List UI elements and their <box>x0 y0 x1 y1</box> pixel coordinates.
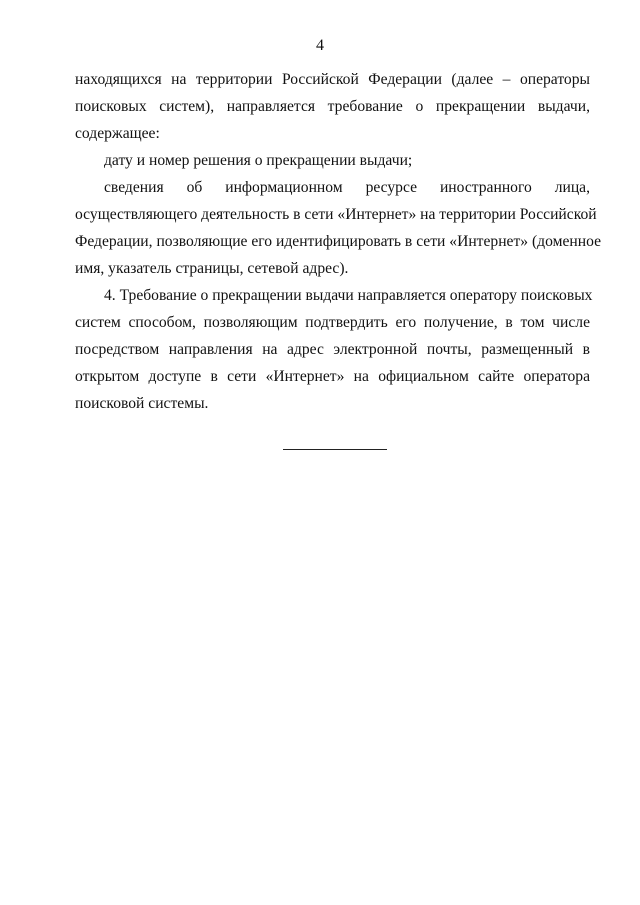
text-line: открытом доступе в сети «Интернет» на официальном сайте оператора <box>75 368 590 385</box>
text-line: Федерации, позволяющие его идентифицировать в сети «Интернет» (доменное <box>75 233 602 250</box>
closing-divider-line <box>283 449 387 450</box>
paragraph-continuation <box>75 66 590 147</box>
text-line: сведения об информационном ресурсе иностранного лица, <box>104 179 590 196</box>
paragraph-item-4 <box>75 282 593 417</box>
text-line: систем способом, позволяющим подтвердить его получение, в том числе <box>75 314 590 331</box>
text-line: поисковой системы. <box>75 395 209 412</box>
text-line: имя, указатель страницы, сетевой адрес). <box>75 260 349 277</box>
paragraph-resource-info <box>75 174 602 282</box>
text-line: посредством направления на адрес электронной почты, размещенный в <box>75 341 590 358</box>
text-line: поисковых систем), направляется требование о прекращении выдачи, <box>75 98 590 115</box>
text-line: находящихся на территории Российской Федерации (далее – операторы <box>75 71 590 88</box>
text-line: содержащее: <box>75 125 160 142</box>
document-body <box>75 66 602 417</box>
paragraph-decision-date <box>75 147 590 174</box>
text-line: осуществляющего деятельность в сети «Интернет» на территории Российской <box>75 206 597 223</box>
text-line: 4. Требование о прекращении выдачи направляется оператору поисковых <box>104 287 593 304</box>
text-line: дату и номер решения о прекращении выдачи; <box>104 152 413 169</box>
page-number: 4 <box>316 37 324 54</box>
